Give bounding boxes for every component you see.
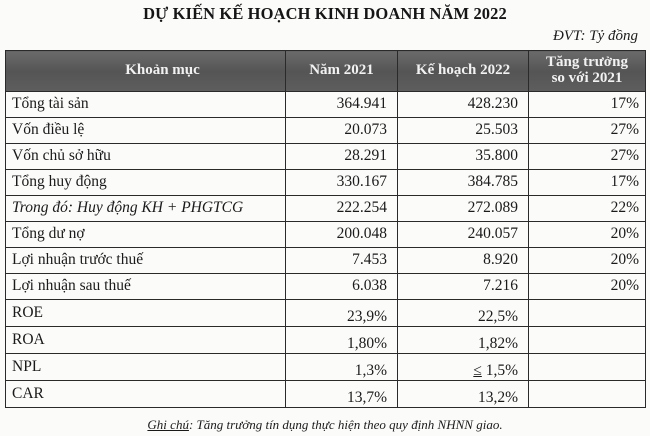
row-year-2021: 330.167 [286,170,398,196]
footnote-text: : Tăng trưởng tín dụng thực hiện theo quy định NHNN giao. [188,417,503,432]
row-plan-2022: 35.800 [398,144,529,170]
header-growth-line2: so với 2021 [551,70,623,86]
header-year-2021: Năm 2021 [286,51,398,92]
footnote-label: Ghi chú [147,417,189,432]
table-row [6,248,646,274]
row-plan-2022: 240.057 [398,222,529,248]
row-plan-2022-value: 1,5% [485,361,518,379]
row-plan-2022: 22,5% [398,300,529,327]
row-growth: 27% [529,118,646,144]
row-growth: 27% [529,144,646,170]
row-growth: 20% [529,274,646,300]
row-year-2021: 200.048 [286,222,398,248]
table-header-row [6,51,646,92]
row-year-2021: 20.073 [286,118,398,144]
document-title: DỰ KIẾN KẾ HOẠCH KINH DOANH NĂM 2022 [143,4,507,23]
table-row [6,300,646,327]
header-plan-2022: Kế hoạch 2022 [398,51,529,92]
row-plan-2022: 428.230 [398,92,529,118]
table-row [6,381,646,408]
row-year-2021: 13,7% [286,381,398,408]
row-growth: 20% [529,248,646,274]
row-year-2021: 1,80% [286,327,398,354]
row-item: Lợi nhuận sau thuế [6,274,286,300]
row-plan-2022: 384.785 [398,170,529,196]
unit-label: ĐVT: Tỷ đồng [552,28,638,44]
row-plan-2022: 272.089 [398,196,529,222]
header-item: Khoản mục [6,51,286,92]
row-year-2021: 23,9% [286,300,398,327]
row-item: Lợi nhuận trước thuế [6,248,286,274]
table-row [6,274,646,300]
row-growth [529,354,646,381]
table-row [6,170,646,196]
row-year-2021: 28.291 [286,144,398,170]
row-item: Tổng huy động [6,170,286,196]
table-row [6,327,646,354]
row-plan-2022: 25.503 [398,118,529,144]
row-year-2021: 7.453 [286,248,398,274]
row-year-2021: 6.038 [286,274,398,300]
table-row [6,92,646,118]
table-row [6,222,646,248]
table-row [6,196,646,222]
row-growth: 22% [529,196,646,222]
row-item: ROE [6,300,286,327]
row-year-2021: 222.254 [286,196,398,222]
table-row [6,144,646,170]
table-row [6,354,646,381]
row-plan-2022: 1,82% [398,327,529,354]
header-growth [529,51,646,92]
row-year-2021: 364.941 [286,92,398,118]
row-plan-2022: 13,2% [398,381,529,408]
row-growth: 17% [529,170,646,196]
row-plan-2022: 8.920 [398,248,529,274]
less-equal-symbol: ≤ [473,361,482,379]
footnote [0,417,650,433]
row-item: Tổng tài sản [6,92,286,118]
row-growth [529,327,646,354]
header-growth-line1: Tăng trưởng [546,54,628,71]
row-growth [529,381,646,408]
row-item: Vốn chủ sở hữu [6,144,286,170]
row-growth: 20% [529,222,646,248]
row-plan-2022 [398,354,529,381]
row-plan-2022: 7.216 [398,274,529,300]
row-growth [529,300,646,327]
row-item: ROA [6,327,286,354]
business-plan-table [5,50,646,408]
table-row [6,118,646,144]
row-item: Vốn điều lệ [6,118,286,144]
row-item: Trong đó: Huy động KH + PHGTCG [6,196,286,222]
row-growth: 17% [529,92,646,118]
row-item: CAR [6,381,286,408]
row-item: Tổng dư nợ [6,222,286,248]
row-year-2021: 1,3% [286,354,398,381]
row-item: NPL [6,354,286,381]
